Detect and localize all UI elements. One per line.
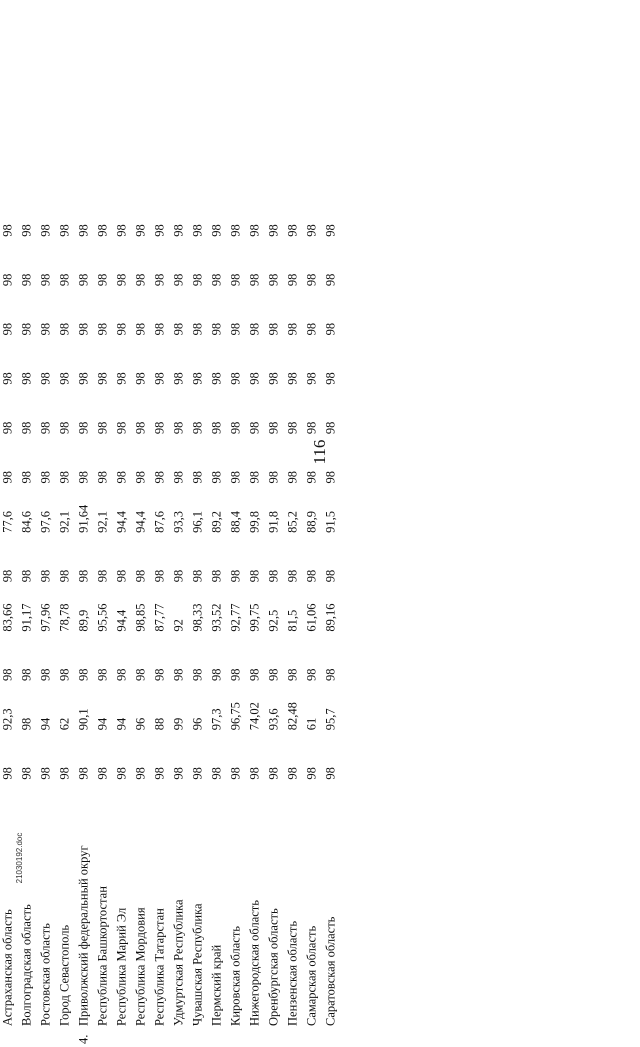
value-cell: 98 — [76, 471, 91, 484]
value-cell: 98 — [76, 224, 91, 237]
value-cell: 98 — [95, 569, 110, 583]
value-cell: 98 — [19, 569, 34, 583]
value-cell: 98 — [247, 569, 262, 583]
value-cell: 98 — [152, 372, 167, 385]
value-cell: 98 — [95, 421, 110, 435]
table-row — [246, 191, 265, 1046]
value-cell: 98 — [247, 767, 262, 780]
value-cell: 98 — [285, 322, 300, 336]
value-cell: 98 — [57, 372, 72, 385]
value-cell: 98 — [266, 471, 281, 484]
value-cell: 98 — [19, 668, 34, 681]
value-cell: 98 — [171, 767, 186, 780]
table-row — [75, 191, 94, 1046]
value-cell: 98 — [133, 224, 148, 237]
value-cell: 98 — [209, 273, 224, 287]
value-cell: 98 — [228, 421, 243, 435]
value-cell: 98 — [114, 372, 129, 385]
value-cell: 98 — [57, 421, 72, 435]
value-cell: 89,16 — [323, 603, 338, 632]
value-cell: 96 — [190, 717, 205, 731]
value-cell: 98 — [133, 767, 148, 780]
value-cell: 98 — [38, 569, 53, 583]
subject-cell — [56, 784, 75, 1046]
value-cell: 98 — [19, 322, 34, 336]
value-cell: 98 — [209, 569, 224, 583]
value-cell: 98 — [304, 767, 319, 780]
table-body — [0, 191, 341, 1046]
value-cell: 87,6 — [152, 510, 167, 533]
value-cell: 98 — [190, 668, 205, 681]
value-cell: 98 — [133, 471, 148, 484]
value-cell: 98 — [266, 421, 281, 435]
value-cell: 96 — [133, 717, 148, 731]
value-cell: 98 — [171, 372, 186, 385]
value-cell: 98 — [133, 421, 148, 435]
subject-name: Республика Мордовия — [133, 907, 148, 1026]
value-cell: 98 — [304, 322, 319, 336]
value-cell: 88,9 — [304, 510, 319, 533]
value-cell: 98 — [0, 471, 15, 484]
value-cell: 98 — [190, 322, 205, 336]
subject-name: Ростовская область — [38, 923, 53, 1026]
value-cell: 98 — [323, 569, 338, 583]
value-cell: 98 — [0, 322, 15, 336]
row-number: 4. — [76, 1034, 91, 1044]
value-cell: 98 — [209, 224, 224, 237]
value-cell: 98 — [114, 322, 129, 336]
value-cell: 98 — [152, 322, 167, 336]
value-cell: 98 — [114, 421, 129, 435]
value-cell: 98 — [304, 569, 319, 583]
value-cell: 98 — [0, 767, 15, 780]
value-cell: 92 — [171, 619, 186, 632]
value-cell: 98 — [304, 668, 319, 681]
value-cell: 85,2 — [285, 510, 300, 533]
value-cell: 97,6 — [38, 510, 53, 533]
subject-name: Приволжский федеральный округ — [76, 845, 91, 1026]
value-cell: 98 — [133, 372, 148, 385]
value-cell: 78,78 — [57, 603, 72, 632]
value-cell: 98 — [171, 668, 186, 681]
value-cell: 98 — [152, 224, 167, 237]
value-cell: 98 — [209, 322, 224, 336]
value-cell: 98 — [38, 273, 53, 287]
subject-cell — [18, 784, 37, 1046]
value-cell: 98 — [323, 273, 338, 287]
table-row — [189, 191, 208, 1046]
value-cell: 98 — [76, 767, 91, 780]
value-cell: 98 — [0, 668, 15, 681]
value-cell: 77,6 — [0, 510, 15, 533]
value-cell: 98 — [114, 273, 129, 287]
value-cell: 98 — [76, 372, 91, 385]
value-cell: 84,6 — [19, 510, 34, 533]
footer-filename: 21030192.doc — [15, 832, 24, 884]
value-cell: 96,75 — [228, 702, 243, 731]
table-row — [18, 191, 37, 1046]
value-cell: 98 — [228, 471, 243, 484]
value-cell: 98 — [152, 569, 167, 583]
value-cell: 94 — [114, 717, 129, 731]
subject-cell — [132, 784, 151, 1046]
value-cell: 98 — [190, 372, 205, 385]
value-cell: 98 — [152, 273, 167, 287]
value-cell: 98 — [19, 767, 34, 780]
value-cell: 98 — [285, 569, 300, 583]
value-cell: 98 — [285, 224, 300, 237]
value-cell: 98 — [247, 372, 262, 385]
value-cell: 98 — [171, 569, 186, 583]
value-cell: 98 — [228, 668, 243, 681]
value-cell: 98 — [76, 668, 91, 681]
value-cell: 98 — [57, 322, 72, 336]
value-cell: 98 — [133, 569, 148, 583]
value-cell: 98 — [152, 421, 167, 435]
value-cell: 97,96 — [38, 603, 53, 632]
value-cell: 98 — [285, 421, 300, 435]
value-cell: 98 — [95, 372, 110, 385]
value-cell: 98 — [304, 224, 319, 237]
value-cell: 98 — [323, 471, 338, 484]
value-cell: 91,8 — [266, 510, 281, 533]
value-cell: 94 — [38, 717, 53, 731]
value-cell: 98 — [95, 471, 110, 484]
table-row — [56, 191, 75, 1046]
value-cell: 98 — [133, 322, 148, 336]
value-cell: 98 — [190, 569, 205, 583]
table-row — [322, 191, 341, 1046]
subject-cell — [246, 784, 265, 1046]
value-cell: 98 — [171, 224, 186, 237]
value-cell: 98 — [57, 273, 72, 287]
value-cell: 98 — [209, 668, 224, 681]
value-cell: 98 — [19, 224, 34, 237]
value-cell: 61,06 — [304, 603, 319, 632]
value-cell: 94 — [95, 717, 110, 731]
subject-cell — [322, 784, 341, 1046]
value-cell: 98 — [228, 273, 243, 287]
value-cell: 98 — [171, 322, 186, 336]
table-row — [132, 191, 151, 1046]
value-cell: 98 — [190, 421, 205, 435]
value-cell: 98 — [0, 273, 15, 287]
value-cell: 98 — [247, 668, 262, 681]
subject-name: Город Севастополь — [57, 924, 72, 1026]
value-cell: 93,6 — [266, 708, 281, 731]
value-cell: 89,2 — [209, 510, 224, 533]
value-cell: 98 — [228, 569, 243, 583]
value-cell: 98 — [0, 421, 15, 435]
value-cell: 98 — [95, 273, 110, 287]
value-cell: 98 — [0, 372, 15, 385]
subject-name: Нижегородская область — [247, 900, 262, 1026]
value-cell: 98 — [38, 322, 53, 336]
value-cell: 98 — [323, 767, 338, 780]
value-cell: 81,5 — [285, 609, 300, 632]
value-cell: 98 — [266, 273, 281, 287]
value-cell: 98 — [304, 273, 319, 287]
value-cell: 98 — [38, 767, 53, 780]
value-cell: 98 — [266, 767, 281, 780]
value-cell: 98 — [57, 767, 72, 780]
value-cell: 98 — [114, 767, 129, 780]
subject-cell — [113, 784, 132, 1046]
value-cell: 98 — [76, 421, 91, 435]
value-cell: 98 — [19, 717, 34, 731]
subject-cell — [189, 784, 208, 1046]
subject-cell — [0, 784, 18, 1046]
value-cell: 98 — [114, 224, 129, 237]
value-cell: 98 — [190, 767, 205, 780]
value-cell: 61 — [304, 717, 319, 731]
subject-cell — [75, 784, 94, 1046]
subject-cell — [170, 784, 189, 1046]
value-cell: 98 — [57, 224, 72, 237]
value-cell: 99,8 — [247, 510, 262, 533]
value-cell: 92,1 — [95, 510, 110, 533]
value-cell: 98 — [266, 224, 281, 237]
table-row — [284, 191, 303, 1046]
value-cell: 98 — [228, 322, 243, 336]
subject-name: Волгоградская область — [19, 904, 34, 1026]
value-cell: 98 — [57, 668, 72, 681]
value-cell: 89,9 — [76, 609, 91, 632]
value-cell: 98 — [57, 569, 72, 583]
value-cell: 98 — [323, 224, 338, 237]
indicators-table-container — [0, 191, 345, 1047]
subject-name: Чувашская Республика — [190, 903, 205, 1026]
value-cell: 98 — [266, 322, 281, 336]
value-cell: 98 — [304, 471, 319, 484]
subject-cell — [284, 784, 303, 1046]
value-cell: 98 — [19, 471, 34, 484]
value-cell: 98 — [266, 668, 281, 681]
value-cell: 98 — [0, 224, 15, 237]
value-cell: 98 — [152, 668, 167, 681]
value-cell: 88,4 — [228, 510, 243, 533]
value-cell: 99 — [171, 717, 186, 731]
value-cell: 98 — [95, 224, 110, 237]
value-cell: 98 — [266, 372, 281, 385]
value-cell: 99,75 — [247, 603, 262, 632]
table-row — [227, 191, 246, 1046]
value-cell: 98 — [57, 471, 72, 484]
value-cell: 98 — [19, 421, 34, 435]
value-cell: 98 — [209, 767, 224, 780]
value-cell: 98 — [285, 372, 300, 385]
subject-cell — [37, 784, 56, 1046]
value-cell: 98 — [38, 224, 53, 237]
value-cell: 98 — [304, 372, 319, 385]
value-cell: 98 — [38, 471, 53, 484]
value-cell: 98 — [38, 668, 53, 681]
value-cell: 98 — [228, 224, 243, 237]
subject-cell — [151, 784, 170, 1046]
value-cell: 98 — [0, 569, 15, 583]
value-cell: 62 — [57, 717, 72, 731]
value-cell: 98 — [190, 273, 205, 287]
subject-cell — [265, 784, 284, 1046]
subject-name: Саратовская область — [323, 916, 338, 1026]
value-cell: 98 — [323, 322, 338, 336]
value-cell: 98 — [247, 471, 262, 484]
value-cell: 93,52 — [209, 603, 224, 632]
value-cell: 98 — [171, 421, 186, 435]
value-cell: 98 — [133, 668, 148, 681]
value-cell: 94,4 — [114, 510, 129, 533]
value-cell: 92,3 — [0, 708, 15, 731]
subject-cell — [94, 784, 113, 1046]
value-cell: 98 — [114, 569, 129, 583]
value-cell: 98 — [95, 668, 110, 681]
table-row — [94, 191, 113, 1046]
value-cell: 98 — [171, 273, 186, 287]
table-row — [0, 191, 18, 1046]
value-cell: 98 — [152, 471, 167, 484]
subject-name: Республика Башкортостан — [95, 886, 110, 1026]
value-cell: 98 — [133, 273, 148, 287]
value-cell: 98 — [190, 224, 205, 237]
value-cell: 94,4 — [114, 609, 129, 632]
subject-name: Кировская область — [228, 925, 243, 1026]
value-cell: 98 — [95, 322, 110, 336]
table-row — [265, 191, 284, 1046]
value-cell: 98 — [247, 322, 262, 336]
value-cell: 98 — [247, 224, 262, 237]
subject-name: Самарская область — [304, 925, 319, 1026]
value-cell: 98 — [152, 767, 167, 780]
value-cell: 98 — [323, 372, 338, 385]
value-cell: 98,33 — [190, 603, 205, 632]
value-cell: 87,77 — [152, 603, 167, 632]
value-cell: 98 — [19, 372, 34, 385]
subject-name: Оренбургская область — [266, 908, 281, 1026]
table-row — [170, 191, 189, 1046]
value-cell: 92,1 — [57, 510, 72, 533]
value-cell: 88 — [152, 717, 167, 731]
value-cell: 98 — [247, 421, 262, 435]
indicators-table — [0, 191, 341, 1047]
subject-name: Республика Татарстан — [152, 908, 167, 1026]
subject-cell — [303, 784, 322, 1046]
value-cell: 98 — [19, 273, 34, 287]
value-cell: 98 — [285, 471, 300, 484]
value-cell: 98 — [114, 471, 129, 484]
value-cell: 98 — [171, 471, 186, 484]
subject-name: Удмуртская Республика — [171, 899, 186, 1026]
subject-cell — [208, 784, 227, 1046]
value-cell: 91,64 — [76, 504, 91, 533]
value-cell: 98 — [76, 273, 91, 287]
value-cell: 98 — [285, 273, 300, 287]
page-number: 116 — [310, 439, 329, 465]
value-cell: 98 — [228, 767, 243, 780]
subject-name: Пензенская область — [285, 920, 300, 1026]
value-cell: 98 — [323, 421, 338, 435]
subject-name: Астраханская область — [0, 909, 15, 1026]
subject-name: Пермский край — [209, 944, 224, 1026]
value-cell: 98 — [228, 372, 243, 385]
table-row — [151, 191, 170, 1046]
subject-name: Республика Марий Эл — [114, 907, 129, 1026]
table-row — [37, 191, 56, 1046]
value-cell: 92,5 — [266, 609, 281, 632]
subject-cell — [227, 784, 246, 1046]
value-cell: 95,7 — [323, 708, 338, 731]
value-cell: 90,1 — [76, 708, 91, 731]
value-cell: 98 — [190, 471, 205, 484]
value-cell: 96,1 — [190, 510, 205, 533]
value-cell: 98 — [38, 421, 53, 435]
value-cell: 91,17 — [19, 603, 34, 632]
table-row — [113, 191, 132, 1046]
value-cell: 94,4 — [133, 510, 148, 533]
value-cell: 98 — [323, 668, 338, 681]
value-cell: 74,02 — [247, 702, 262, 731]
value-cell: 98 — [247, 273, 262, 287]
value-cell: 98 — [38, 372, 53, 385]
value-cell: 98 — [76, 322, 91, 336]
value-cell: 92,77 — [228, 603, 243, 632]
value-cell: 95,56 — [95, 603, 110, 632]
value-cell: 98 — [95, 767, 110, 780]
value-cell: 98 — [285, 668, 300, 681]
value-cell: 97,3 — [209, 708, 224, 731]
value-cell: 98 — [114, 668, 129, 681]
value-cell: 98 — [285, 767, 300, 780]
value-cell: 83,66 — [0, 603, 15, 632]
value-cell: 98 — [76, 569, 91, 583]
value-cell: 98 — [209, 372, 224, 385]
value-cell: 98,85 — [133, 603, 148, 632]
value-cell: 82,48 — [285, 702, 300, 731]
value-cell: 93,3 — [171, 510, 186, 533]
table-row — [303, 191, 322, 1046]
value-cell: 98 — [304, 421, 319, 435]
table-row — [208, 191, 227, 1046]
value-cell: 98 — [266, 569, 281, 583]
value-cell: 98 — [209, 471, 224, 484]
value-cell: 91,5 — [323, 510, 338, 533]
value-cell: 98 — [209, 421, 224, 435]
